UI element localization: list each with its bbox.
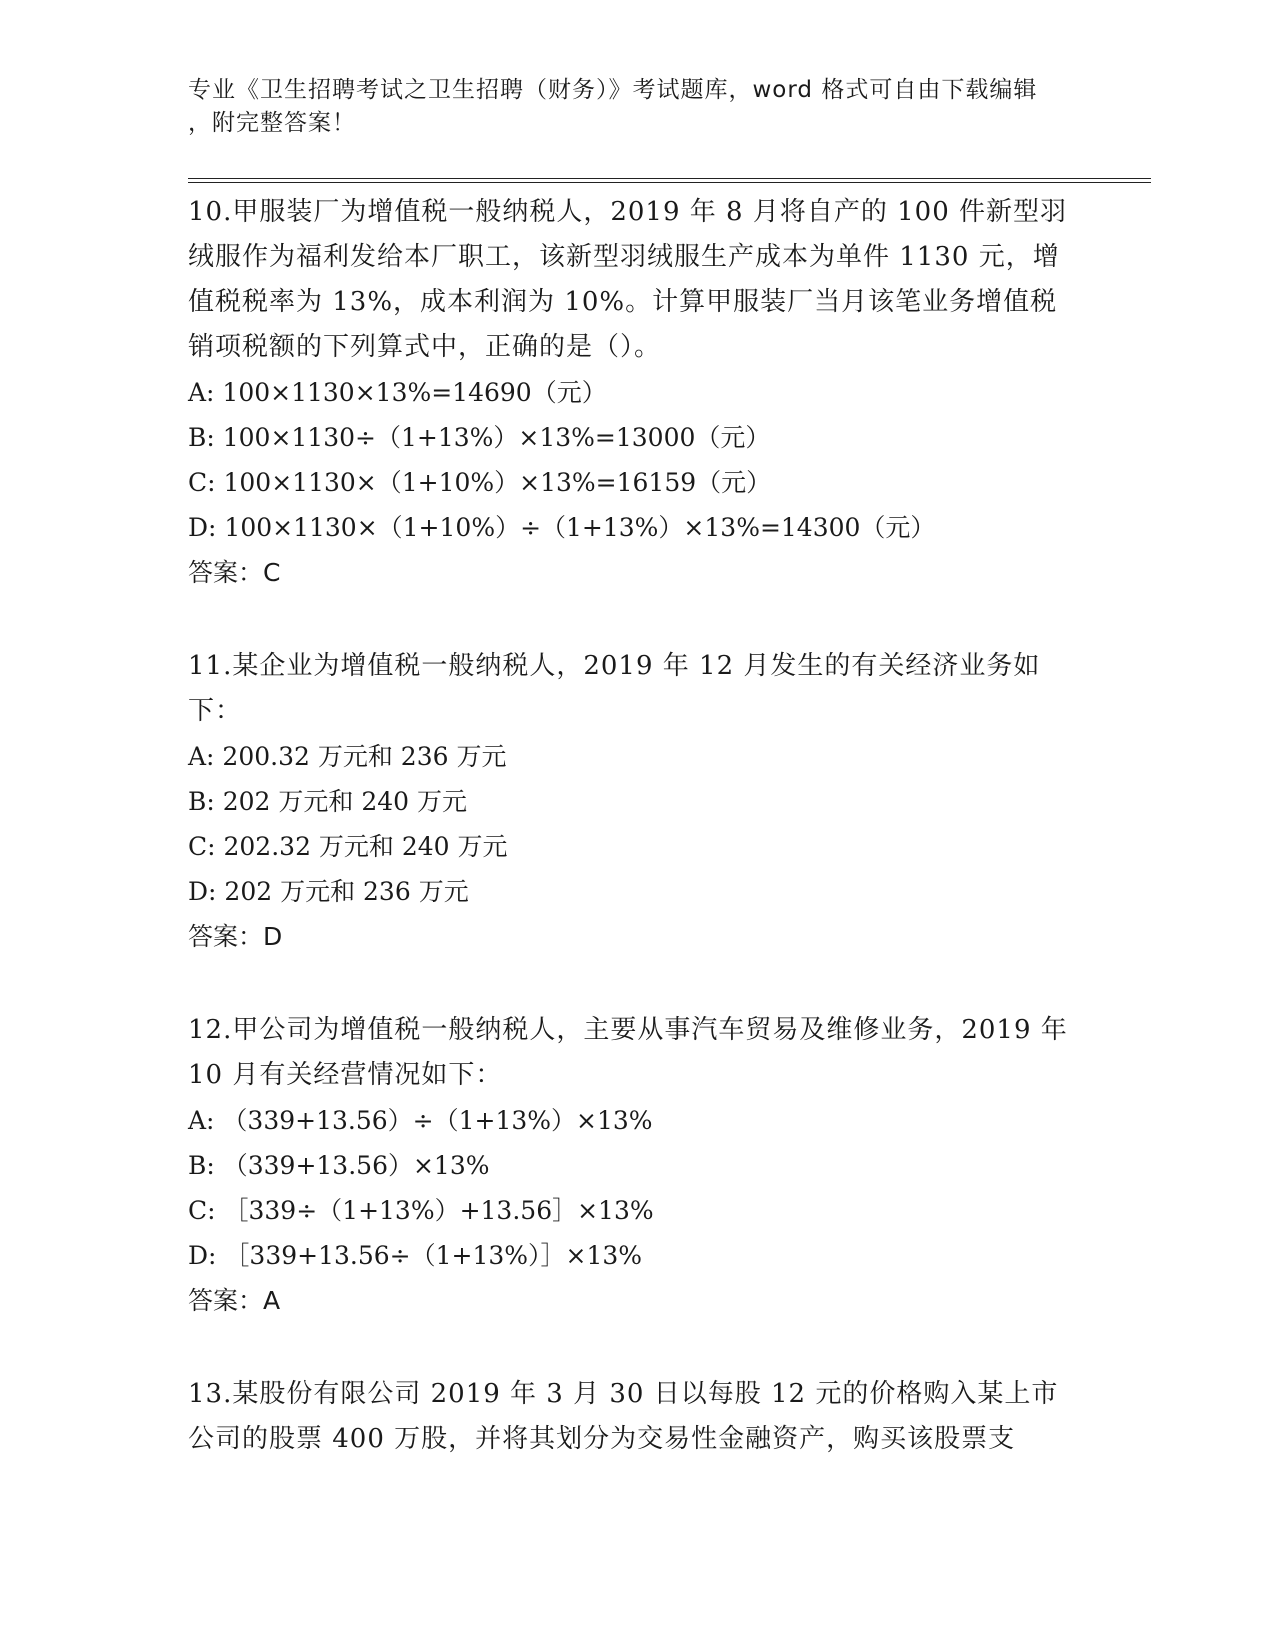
page-header	[188, 74, 1068, 140]
option-c: C: 202.32 万元和 240 万元	[188, 832, 508, 861]
question-11	[188, 644, 1108, 960]
option-a: A: 200.32 万元和 236 万元	[188, 742, 507, 771]
option-c: C: ［339÷（1+13%）+13.56］×13%	[188, 1196, 654, 1225]
header-line-2: ，附完整答案！	[188, 110, 356, 136]
question-text: 11.某企业为增值税一般纳税人，2019 年 12 月发生的有关经济业务如下：	[188, 651, 1041, 726]
option-d: D: 202 万元和 236 万元	[188, 877, 469, 906]
option-b: B: （339+13.56）×13%	[188, 1151, 490, 1180]
option-a: A: 100×1130×13%=14690（元）	[188, 378, 607, 407]
question-list	[188, 190, 1108, 1510]
question-12	[188, 1008, 1108, 1324]
question-10	[188, 190, 1108, 596]
question-text: 10.甲服装厂为增值税一般纳税人，2019 年 8 月将自产的 100 件新型羽绒服作为福利发给本厂职工，该新型羽绒服生产成本为单件 1130 元，增值税税率为 13%，成本利润为 10%。计算甲服装厂当月该笔业务增值税销项税额的下列算式中，正确的是（）。	[188, 197, 1068, 362]
answer: 答案：C	[188, 558, 281, 587]
option-a: A: （339+13.56）÷（1+13%）×13%	[188, 1106, 653, 1135]
header-line-1: 专业《卫生招聘考试之卫生招聘（财务）》考试题库，word 格式可自由下载编辑	[188, 77, 1038, 103]
question-13	[188, 1372, 1108, 1462]
header-divider	[188, 178, 1151, 183]
answer: 答案：D	[188, 922, 283, 951]
option-b: B: 202 万元和 240 万元	[188, 787, 468, 816]
answer: 答案：A	[188, 1286, 281, 1315]
option-d: D: ［339+13.56÷（1+13%）］×13%	[188, 1241, 643, 1270]
option-c: C: 100×1130×（1+10%）×13%=16159（元）	[188, 468, 772, 497]
question-text: 13.某股份有限公司 2019 年 3 月 30 日以每股 12 元的价格购入某上市公司的股票 400 万股，并将其划分为交易性金融资产，购买该股票支	[188, 1379, 1059, 1454]
option-d: D: 100×1130×（1+10%）÷（1+13%）×13%=14300（元）	[188, 513, 936, 542]
question-text: 12.甲公司为增值税一般纳税人，主要从事汽车贸易及维修业务，2019 年 10 月有关经营情况如下：	[188, 1015, 1068, 1090]
option-b: B: 100×1130÷（1+13%）×13%=13000（元）	[188, 423, 771, 452]
